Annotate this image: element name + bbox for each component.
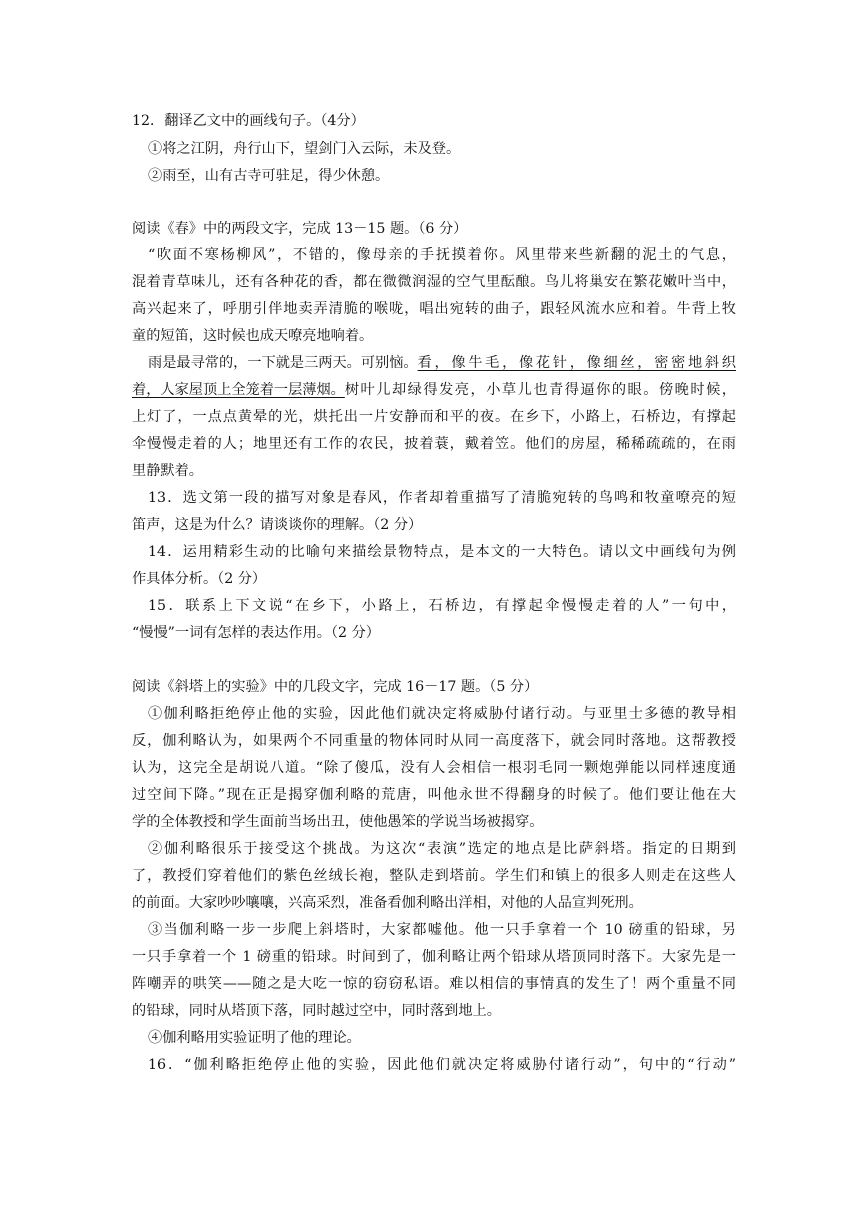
spring-p2-underlined-text: 着，人家屋顶上全笼着一层薄烟。 (132, 382, 345, 398)
tower-intro: 阅读《斜塔上的实验》中的几段文字，完成 16－17 题。（5 分） (132, 679, 539, 695)
spring-p1-line: “吹面不寒杨柳风”，不错的，像母亲的手抚摸着你。风里带来些新翻的泥土的气息， (148, 247, 736, 263)
tower-p1-line: 学的全体教授和学生面前当场出丑，使他愚笨的学说当场被揭穿。 (132, 814, 544, 830)
spring-p2-underlined-text: 看，像牛毛，像花针，像细丝，密密地斜织 (417, 355, 736, 371)
q12-sentence-1: ①将之江阴，舟行山下，望剑门入云际，未及登。 (148, 141, 461, 157)
tower-p3-line: 一只手拿着一个 1 磅重的铅球。时间到了，伽利略让两个铅球从塔顶同时落下。大家先是一 (132, 949, 736, 965)
tower-p4: ④伽利略用实验证明了他的理论。 (148, 1030, 361, 1046)
tower-p1-line: 反，伽利略认为，如果两个不同重量的物体同时从同一高度落下，就会同时落地。这帮教授 (132, 733, 736, 749)
spring-p2-line: 伞慢慢走着的人；地里还有工作的农民，披着蓑，戴着笠。他们的房屋，稀稀疏疏的，在雨 (132, 436, 736, 452)
q13-line: 笛声，这是为什么？请谈谈你的理解。（2 分） (132, 517, 423, 533)
tower-p3-line: ③当伽利略一步一步爬上斜塔时，大家都嘘他。他一只手拿着一个 10 磅重的铅球，另 (148, 922, 736, 938)
q14-line: 作具体分析。（2 分） (132, 571, 267, 587)
spring-p2-line-2 (132, 380, 736, 400)
q15-line: “慢慢”一词有怎样的表达作用。（2 分） (132, 625, 380, 641)
tower-p2-line: 的前面。大家吵吵嚷嚷，兴高采烈，准备看伽利略出洋相，对他的人品宣判死刑。 (132, 895, 643, 911)
tower-p3-line: 阵嘲弄的哄笑——随之是大吃一惊的窃窃私语。难以相信的事情真的发生了！两个重量不同 (132, 976, 736, 992)
tower-p2-line: ②伽利略很乐于接受这个挑战。为这次“表演”选定的地点是比萨斜塔。指定的日期到 (148, 841, 736, 857)
spring-p2-plain-text: 雨是最寻常的，一下就是三两天。可别恼。 (148, 355, 418, 371)
spring-p2-plain-text: 树叶儿却绿得发亮，小草儿也青得逼你的眼。傍晚时候， (344, 382, 736, 398)
q14-line: 14．运用精彩生动的比喻句来描绘景物特点，是本文的一大特色。请以文中画线句为例 (148, 544, 736, 560)
spring-p2-line-1 (148, 353, 736, 373)
tower-p1-line: 过空间下降。”现在正是揭穿伽利略的荒唐，叫他永世不得翻身的时候了。他们要让他在大 (132, 787, 736, 803)
spring-p1-line: 童的短笛，这时候也成天嘹亮地响着。 (132, 328, 374, 344)
q13-line: 13．选文第一段的描写对象是春风，作者却着重描写了清脆宛转的鸟鸣和牧童嘹亮的短 (148, 490, 736, 506)
q12-title: 12．翻译乙文中的画线句子。（4分） (132, 113, 365, 129)
tower-p3-line: 的铅球，同时从塔顶下落，同时越过空中，同时落到地上。 (132, 1003, 501, 1019)
tower-p1-line: ①伽利略拒绝停止他的实验，因此他们就决定将威胁付诸行动。与亚里士多德的教导相 (148, 706, 736, 722)
spring-p1-line: 混着青草味儿，还有各种花的香，都在微微润湿的空气里酝酿。鸟儿将巢安在繁花嫩叶当中， (132, 274, 736, 290)
tower-p2-line: 了，教授们穿着他们的紫色丝绒长袍，整队走到塔前。学生们和镇上的很多人则走在这些人 (132, 868, 736, 884)
tower-p1-line: 认为，这完全是胡说八道。“除了傻瓜，没有人会相信一根羽毛同一颗炮弹能以同样速度通 (132, 760, 736, 776)
spring-p2-line: 上灯了，一点点黄晕的光，烘托出一片安静而和平的夜。在乡下，小路上，石桥边，有撑起 (132, 409, 736, 425)
spring-intro: 阅读《春》中的两段文字，完成 13－15 题。（6 分） (132, 221, 468, 237)
spring-p1-line: 高兴起来了，呼朋引伴地卖弄清脆的喉咙，唱出宛转的曲子，跟轻风流水应和着。牛背上牧 (132, 301, 736, 317)
q15-line: 15．联系上下文说“在乡下，小路上，石桥边，有撑起伞慢慢走着的人”一句中， (148, 598, 736, 614)
q16-line: 16．“伽利略拒绝停止他的实验，因此他们就决定将威胁付诸行动”，句中的“行动” (148, 1057, 736, 1073)
spring-p2-line: 里静默着。 (132, 463, 203, 479)
q12-sentence-2: ②雨至，山有古寺可驻足，得少休憩。 (148, 168, 390, 184)
